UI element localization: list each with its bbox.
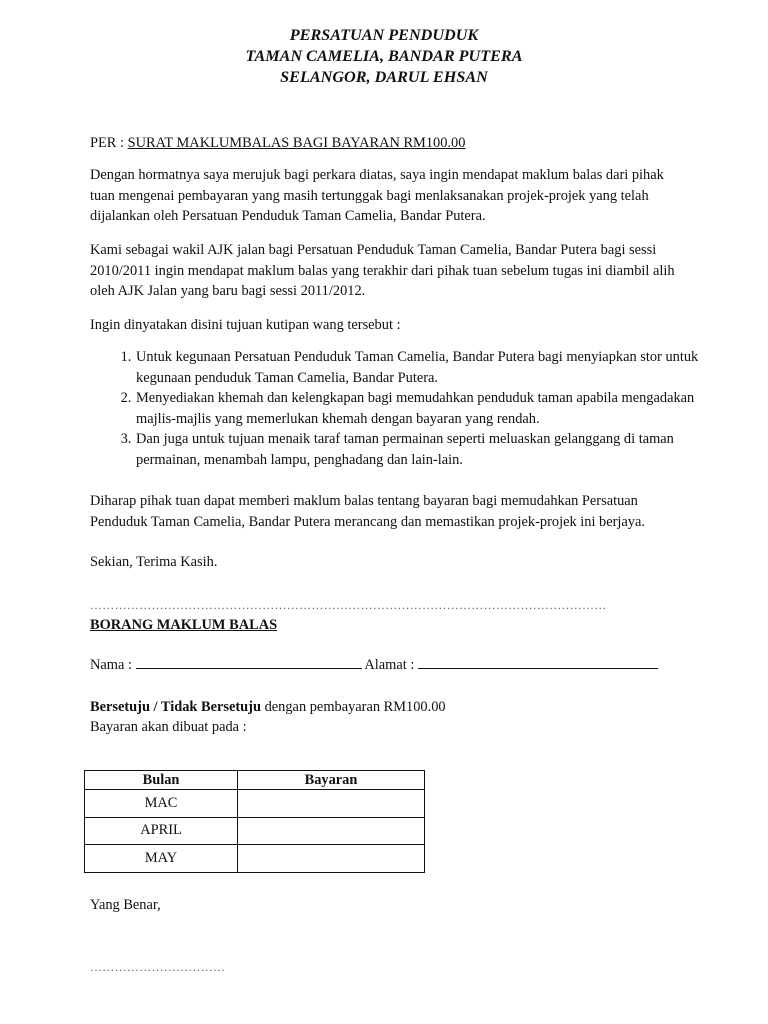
bulan-cell: MAY bbox=[85, 845, 238, 873]
paragraph-2: Kami sebagai wakil AJK jalan bagi Persatuan Penduduk Taman Camelia, Bandar Putera bagi sessi 2010/2011 ingin mendapat maklum balas yang terakhir dari pihak tuan sebelum tugas ini diambil alih oleh AJK Jalan yang baru bagi sessi 2011/2012. bbox=[90, 242, 675, 299]
bayaran-cell[interactable] bbox=[238, 817, 425, 845]
bayaran-cell[interactable] bbox=[238, 790, 425, 818]
agree-options: Bersetuju / Tidak Bersetuju bbox=[90, 699, 261, 715]
agree-rest: dengan pembayaran RM100.00 bbox=[260, 699, 446, 715]
column-header-bulan: Bulan bbox=[85, 771, 238, 790]
sign-off: Yang Benar, bbox=[90, 897, 161, 913]
alamat-label: Alamat : bbox=[361, 657, 418, 673]
list-item: 1. Untuk kegunaan Persatuan Penduduk Taman Camelia, Bandar Putera bagi menyiapkan stor untuk kegunaan penduduk Taman Camelia, Bandar Putera. bbox=[135, 347, 735, 388]
name-address-row bbox=[90, 655, 730, 676]
signature-line[interactable]: …………………………… bbox=[90, 960, 226, 974]
bayaran-cell[interactable] bbox=[238, 845, 425, 873]
table-row bbox=[85, 817, 425, 845]
subject-line bbox=[90, 133, 690, 154]
form-title bbox=[90, 615, 690, 636]
table-header-row bbox=[85, 771, 425, 790]
closing-text: Sekian, Terima Kasih. bbox=[90, 554, 218, 570]
payment-line: Bayaran akan dibuat pada : bbox=[90, 719, 247, 735]
subject-prefix: PER : bbox=[90, 135, 128, 151]
form-title-text: BORANG MAKLUM BALAS bbox=[90, 617, 278, 633]
payment-table bbox=[84, 770, 425, 873]
subject-title: SURAT MAKLUMBALAS BAGI BAYARAN RM100.00 bbox=[127, 135, 466, 151]
header-line-1: PERSATUAN PENDUDUK bbox=[289, 26, 479, 44]
purpose-list bbox=[90, 347, 735, 470]
alamat-field[interactable] bbox=[418, 655, 658, 669]
header-line-3: SELANGOR, DARUL EHSAN bbox=[280, 68, 488, 86]
nama-field[interactable] bbox=[136, 655, 362, 669]
list-item: 2. Menyediakan khemah dan kelengkapan bagi memudahkan penduduk taman apabila mengadakan majlis-majlis yang memerlukan khemah dengan bayaran yang rendah. bbox=[135, 388, 735, 429]
paragraph-1: Dengan hormatnya saya merujuk bagi perkara diatas, saya ingin mendapat maklum balas dari pihak tuan mengenai pembayaran yang masih tertunggak bagi menlaksanakan projek-projek yang telah dijalankan oleh Persatuan Penduduk Taman Camelia, Bandar Putera. bbox=[90, 167, 664, 224]
column-header-bayaran: Bayaran bbox=[238, 771, 425, 790]
table-row bbox=[85, 790, 425, 818]
paragraph-4: Diharap pihak tuan dapat memberi maklum balas tentang bayaran bagi memudahkan Persatuan Penduduk Taman Camelia, Bandar Putera merancang dan memastikan projek-projek ini berjaya. bbox=[90, 493, 645, 530]
bulan-cell: APRIL bbox=[85, 817, 238, 845]
agree-line bbox=[90, 697, 690, 718]
separator-dots: ……………………………………………………………………………………………………………… bbox=[90, 598, 607, 612]
paragraph-3: Ingin dinyatakan disini tujuan kutipan wang tersebut : bbox=[90, 317, 401, 333]
header-line-2: TAMAN CAMELIA, BANDAR PUTERA bbox=[245, 47, 523, 65]
nama-label: Nama : bbox=[90, 657, 136, 673]
list-item: 3. Dan juga untuk tujuan menaik taraf taman permainan seperti meluaskan gelanggang di taman permainan, menambah lampu, penghadang dan lain-lain. bbox=[135, 429, 735, 470]
bulan-cell: MAC bbox=[85, 790, 238, 818]
table-row bbox=[85, 845, 425, 873]
